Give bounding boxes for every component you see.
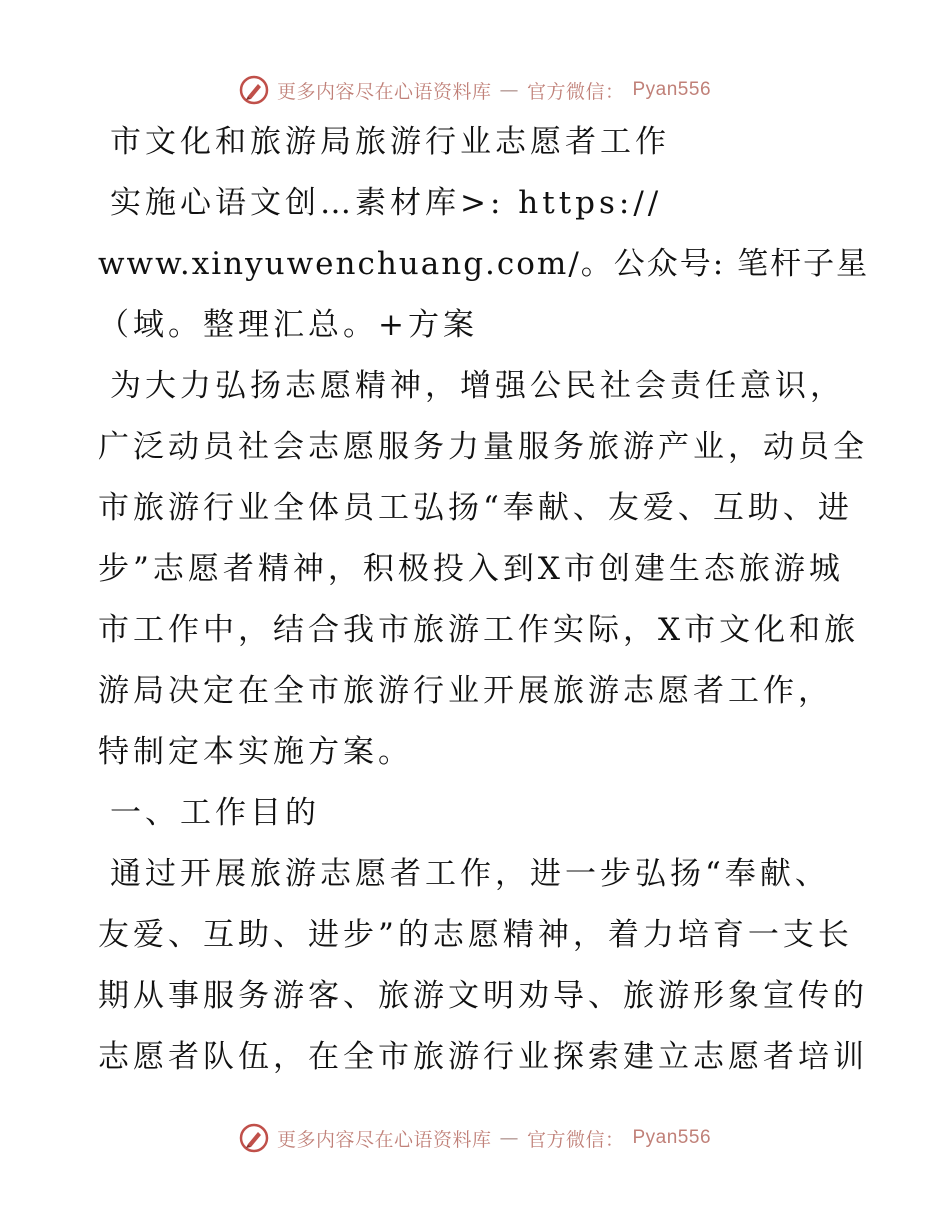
document-title-line: 实施心语文创…素材库>: https://: [110, 185, 663, 221]
section-heading: 一、工作目的: [110, 795, 320, 831]
document-title-line: 市文化和旅游局旅游行业志愿者工作: [110, 124, 670, 160]
paragraph-line: 特制定本实施方案。: [98, 734, 413, 770]
paragraph-line: 通过开展旅游志愿者工作，进一步弘扬“奉献、: [110, 856, 830, 892]
document-title-line: www.xinyuwenchuang.com/。公众号: 笔杆子星: [98, 246, 870, 282]
watermark-separator: —: [499, 1127, 519, 1149]
paragraph-line: 游局决定在全市旅游行业开展旅游志愿者工作，: [98, 673, 833, 709]
watermark-wechat-id: Pyan556: [632, 79, 712, 100]
paragraph-line: 步”志愿者精神，积极投入到X市创建生态旅游城: [98, 551, 844, 587]
paragraph-line: 志愿者队伍，在全市旅游行业探索建立志愿者培训: [98, 1039, 868, 1075]
paragraph-line: 友爱、互助、进步”的志愿精神，着力培育一支长: [98, 917, 853, 953]
document-body: [98, 122, 870, 1098]
watermark-banner-top: [0, 70, 950, 110]
pen-circle-icon: [239, 75, 269, 105]
paragraph-line: 市工作中，结合我市旅游工作实际，X市文化和旅: [98, 612, 860, 648]
watermark-separator: —: [499, 79, 519, 101]
pen-circle-icon: [239, 1123, 269, 1153]
watermark-wechat-label: 官方微信：: [526, 1128, 625, 1151]
paragraph-line: 为大力弘扬志愿精神，增强公民社会责任意识，: [110, 368, 845, 404]
watermark-banner-bottom: [0, 1118, 950, 1158]
watermark-main-text: 更多内容尽在心语资料库: [276, 80, 492, 103]
paragraph-line: 期从事服务游客、旅游文明劝导、旅游形象宣传的: [98, 978, 868, 1014]
paragraph-line: 广泛动员社会志愿服务力量服务旅游产业，动员全: [98, 429, 868, 465]
paragraph-line: 市旅游行业全体员工弘扬“奉献、友爱、互助、进: [98, 490, 853, 526]
watermark-wechat-label: 官方微信：: [526, 80, 625, 103]
document-title-line: （域。整理汇总。+方案: [98, 307, 478, 343]
watermark-main-text: 更多内容尽在心语资料库: [276, 1128, 492, 1151]
watermark-wechat-id: Pyan556: [632, 1127, 712, 1148]
